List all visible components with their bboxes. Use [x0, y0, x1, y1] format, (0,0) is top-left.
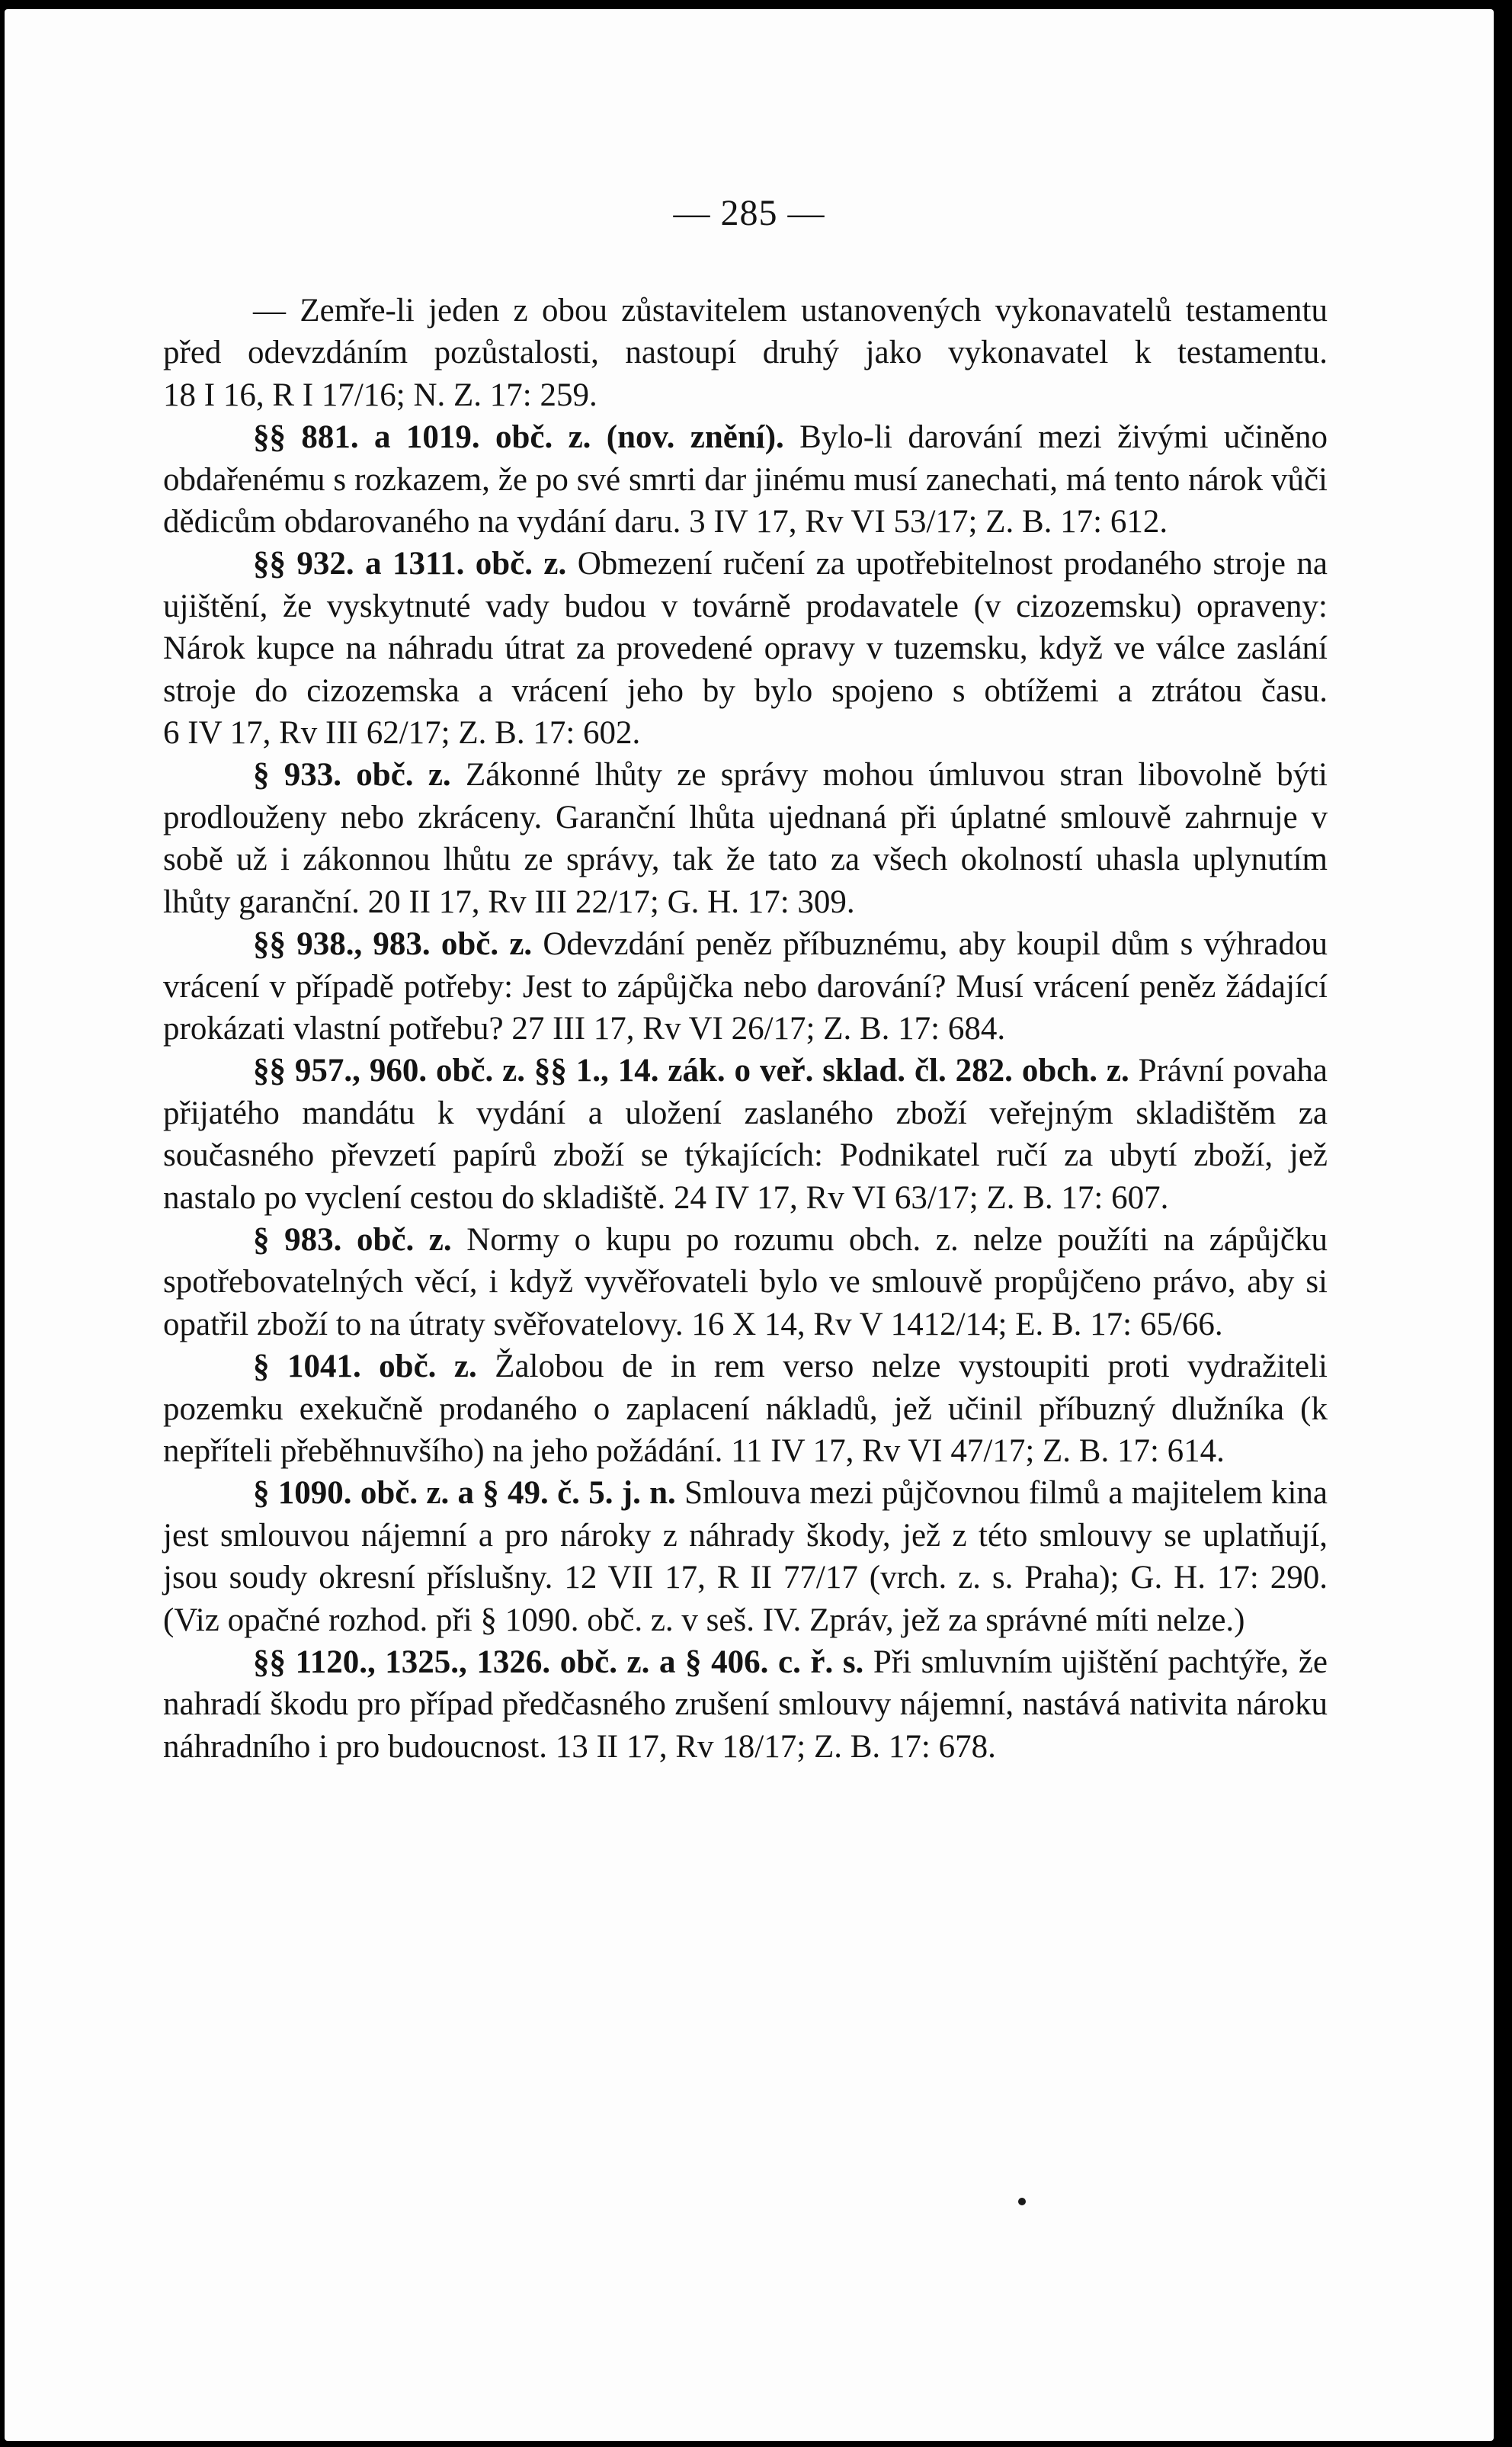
paragraph-10-citation: 13 II 17, Rv 18/17; Z. B. 17: 678. [555, 1728, 996, 1765]
paragraph-7-text: Normy o kupu po rozumu obch. z. nelze použíti na zápůjčku spotřebovatelných věcí, i když vyvěřovateli bylo ve smlouvě propůjčeno právo, aby si opatřil zboží to na útraty svěřovatelovy. [163, 1221, 1328, 1342]
paragraph-2-heading: §§ 881. a 1019. obč. z. (nov. znění). [253, 419, 784, 456]
paragraph-6-heading: §§ 957., 960. obč. z. §§ 1., 14. zák. o veř. sklad. čl. 282. obch. z. [253, 1053, 1129, 1089]
paragraph-10-heading: §§ 1120., 1325., 1326. obč. z. a § 406. c. ř. s. [253, 1644, 864, 1680]
paragraph-9-citation: 12 VII 17, R II 77/17 (vrch. z. s. Praha); G. H. 17: 290. (Viz opačné rozhod. při § 1090. obč. z. v seš. IV. Zpráv, jež za správné míti nelze.) [163, 1560, 1328, 1638]
paragraph-3-heading: §§ 932. a 1311. obč. z. [253, 546, 567, 582]
paragraph-7 [163, 1219, 1328, 1345]
paragraph-7-heading: § 983. obč. z. [253, 1221, 452, 1258]
paragraph-2-text: Bylo-li darování mezi živými učiněno obdařenému s rozkazem, že po své smrti dar jinému musí zanechati, má tento nárok vůči dědicům obdarovaného na vydání daru. [163, 419, 1328, 540]
paragraph-5-text: Odevzdání peněz příbuznému, aby koupil dům s výhradou vrácení v případě potřeby: Jest to zápůjčka nebo darování? Musí vrácení peněz žádající prokázati vlastní potřebu? [163, 926, 1328, 1047]
paragraph-8-heading: § 1041. obč. z. [253, 1349, 477, 1385]
paragraph-8-citation: 11 IV 17, Rv VI 47/17; Z. B. 17: 614. [731, 1432, 1225, 1469]
paragraph-5-heading: §§ 938., 983. obč. z. [253, 926, 533, 963]
paragraph-9-heading: § 1090. obč. z. a § 49. č. 5. j. n. [253, 1475, 676, 1512]
paragraph-4-heading: § 933. obč. z. [253, 757, 451, 794]
paragraph-4-citation: 20 II 17, Rv III 22/17; G. H. 17: 309. [367, 884, 855, 920]
paragraph-3-citation: 6 IV 17, Rv III 62/17; Z. B. 17: 602. [163, 715, 641, 752]
paragraph-8-text: Žalobou de in rem verso nelze vystoupiti proti vydražiteli pozemku exekučně prodaného o zaplacení nákladů, jež učinil příbuzný dlužníka (k nepříteli přeběhnuvšího) na jeho požádání. [163, 1349, 1328, 1469]
paragraph-6 [163, 1050, 1328, 1219]
text-body [163, 290, 1328, 1768]
paragraph-7-citation: 16 X 14, Rv V 1412/14; E. B. 17: 65/66. [691, 1306, 1223, 1342]
document-page [5, 9, 1494, 2441]
paragraph-10-text: Při smluvním ujištění pachtýře, že nahradí škodu pro případ předčasného zrušení smlouvy nájemní, nastává nativita nároku náhradního i pro budoucnost. [163, 1644, 1328, 1765]
paragraph-8 [163, 1345, 1328, 1472]
paragraph-1-citation: 18 I 16, R I 17/16; N. Z. 17: 259. [163, 377, 597, 413]
paragraph-5 [163, 923, 1328, 1050]
page-number: — 285 — [673, 193, 825, 233]
ink-dot [1018, 2198, 1026, 2205]
paragraph-10 [163, 1641, 1328, 1768]
paragraph-6-text: Právní povaha přijatého mandátu k vydání a uložení zaslaného zboží veřejným skladištěm za současného převzetí papírů zboží se týkajících: Podnikatel ručí za ubytí zboží, jež nastalo po vyclení cestou do skladiště. [163, 1053, 1328, 1216]
paragraph-4 [163, 754, 1328, 923]
paragraph-1 [163, 290, 1328, 416]
paragraph-5-citation: 27 III 17, Rv VI 26/17; Z. B. 17: 684. [511, 1010, 1006, 1047]
paragraph-1-text: — Zemře-li jeden z obou zůstavitelem ustanovených vykonavatelů testamentu před odevzdáním pozůstalosti, nastoupí druhý jako vykonavatel k testamentu. [163, 293, 1328, 371]
paragraph-4-text: Zákonné lhůty ze správy mohou úmluvou stran libovolně býti prodlouženy nebo zkráceny. Garanční lhůta ujednaná při úplatné smlouvě zahrnuje v sobě už i zákonnou lhůtu ze správy, tak že tato za všech okolností uhasla uplynutím lhůty garanční. [163, 757, 1328, 920]
paragraph-2 [163, 416, 1328, 543]
paragraph-3-text: Obmezení ručení za upotřebitelnost prodaného stroje na ujištění, že vyskytnuté vady budou v továrně prodavatele (v cizozemsku) opraveny: Nárok kupce na náhradu útrat za provedené opravy v tuzemsku, když ve válce zaslání stroje do cizozemska a vrácení jeho by bylo spojeno s obtížemi a ztrátou času. [163, 546, 1328, 709]
paragraph-9-text: Smlouva mezi půjčovnou filmů a majitelem kina jest smlouvou nájemní a pro nároky z náhrady škody, jež z této smlouvy se uplatňují, jsou soudy okresní příslušny. [163, 1475, 1328, 1596]
paragraph-3 [163, 543, 1328, 754]
paragraph-2-citation: 3 IV 17, Rv VI 53/17; Z. B. 17: 612. [689, 504, 1168, 540]
paragraph-6-citation: 24 IV 17, Rv VI 63/17; Z. B. 17: 607. [673, 1179, 1169, 1216]
paragraph-9 [163, 1472, 1328, 1641]
